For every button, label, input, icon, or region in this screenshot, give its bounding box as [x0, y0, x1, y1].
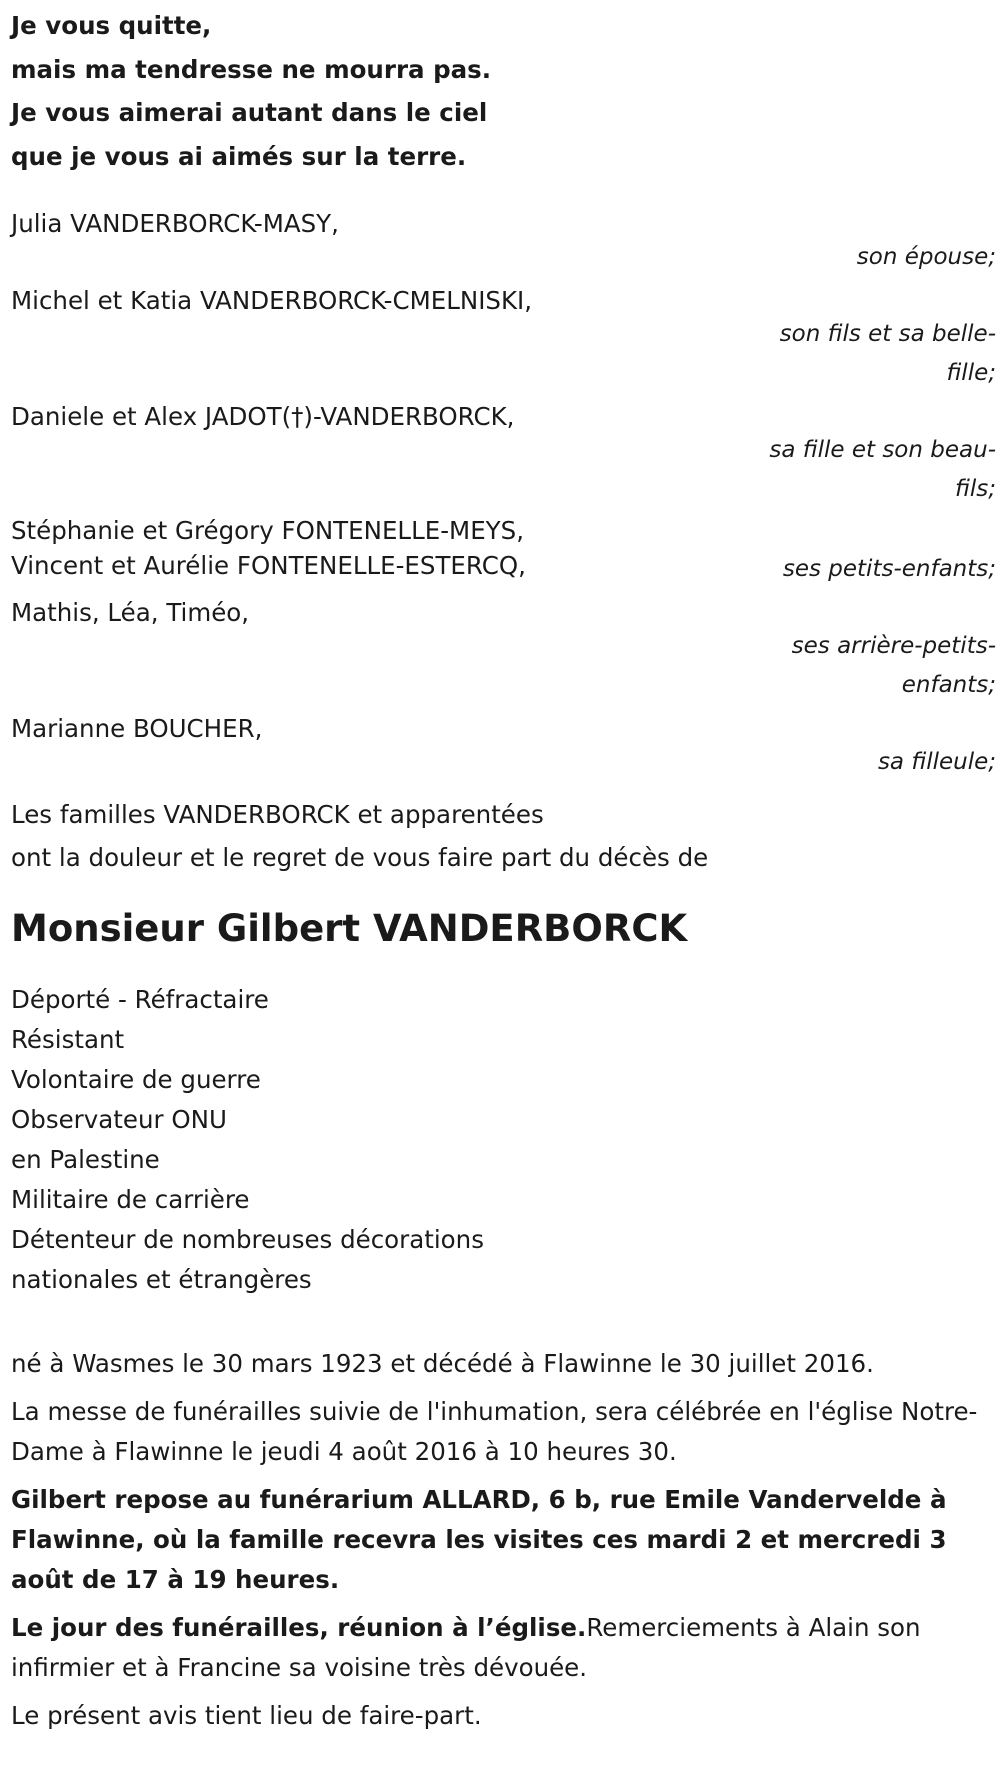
- family-names: [11, 511, 526, 583]
- family-name-line: Daniele et Alex JADOT(†)-VANDERBORCK,: [11, 402, 515, 431]
- family-row: [11, 395, 996, 509]
- funeral-mass-info: La messe de funérailles suivie de l'inhumation, sera célébrée en l'église Notre-Dame à Flawinne le jeudi 4 août 2016 à 10 heures 30.: [11, 1397, 978, 1466]
- family-name-line: Michel et Katia VANDERBORCK-CMELNISKI,: [11, 286, 533, 315]
- title-line: Détenteur de nombreuses décorations: [11, 1225, 484, 1254]
- poem-line: Je vous quitte,: [11, 11, 212, 40]
- family-names: [11, 202, 339, 243]
- title-line: Déporté - Réfractaire: [11, 985, 269, 1014]
- family-relation: son épouse;: [856, 244, 996, 270]
- poem-line: mais ma tendresse ne mourra pas.: [11, 54, 492, 84]
- family-name-line: Marianne BOUCHER,: [11, 714, 263, 743]
- deceased-titles: [11, 980, 996, 1300]
- notice-text: Le présent avis tient lieu de faire-part.: [11, 1701, 482, 1730]
- family-relation: ses petits-enfants;: [782, 556, 996, 582]
- family-row: [11, 707, 996, 782]
- announcement-line: ont la douleur et le regret de vous faire part du décès de: [11, 843, 709, 872]
- family-relation: son fils et sa belle-fille;: [779, 321, 996, 386]
- family-row: [11, 279, 996, 393]
- thanks-text: Remerciements à Alain son infirmier et à Francine sa voisine très dévouée.: [11, 1613, 921, 1682]
- family-names: [11, 279, 532, 320]
- reunion-info: Le jour des funérailles, réunion à l’église.: [11, 1613, 587, 1642]
- poem: [11, 4, 996, 178]
- poem-line: Je vous aimerai autant dans le ciel: [11, 98, 488, 127]
- family-row: [11, 511, 996, 589]
- reunion-and-thanks: [11, 1608, 996, 1688]
- family-name-line: Stéphanie et Grégory FONTENELLE-MEYS,: [11, 516, 524, 545]
- family-names: [11, 395, 514, 436]
- family-name-line: Julia VANDERBORCK-MASY,: [11, 209, 339, 238]
- title-line: Résistant: [11, 1025, 125, 1054]
- announcement-line: Les familles VANDERBORCK et apparentées: [11, 800, 544, 829]
- poem-line: que je vous ai aimés sur la terre.: [11, 141, 467, 171]
- title-line: Militaire de carrière: [11, 1185, 250, 1214]
- deceased-name: Monsieur Gilbert VANDERBORCK: [11, 907, 688, 950]
- obituary-notice: [11, 0, 996, 1736]
- family-announcement: [11, 790, 996, 882]
- family-relation: ses arrière-petits-enfants;: [791, 633, 996, 698]
- family-relation: sa fille et son beau-fils;: [769, 437, 996, 502]
- family-name-line: Vincent et Aurélie FONTENELLE-ESTERCQ,: [11, 551, 526, 580]
- family-names: [11, 591, 249, 632]
- birth-death-dates: né à Wasmes le 30 mars 1923 et décédé à Flawinne le 30 juillet 2016.: [11, 1349, 874, 1378]
- title-line: Observateur ONU: [11, 1105, 227, 1134]
- title-line: en Palestine: [11, 1145, 160, 1174]
- title-line: nationales et étrangères: [11, 1265, 312, 1294]
- title-line: Volontaire de guerre: [11, 1065, 261, 1094]
- visitation-info: Gilbert repose au funérarium ALLARD, 6 b, rue Emile Vandervelde à Flawinne, où la famille recevra les visites ces mardi 2 et mercredi 3 août de 17 à 19 heures.: [11, 1485, 947, 1594]
- family-list: [11, 202, 996, 782]
- family-row: [11, 202, 996, 277]
- family-names: [11, 707, 262, 748]
- family-relation: sa filleule;: [877, 749, 996, 775]
- family-row: [11, 591, 996, 705]
- family-name-line: Mathis, Léa, Timéo,: [11, 598, 250, 627]
